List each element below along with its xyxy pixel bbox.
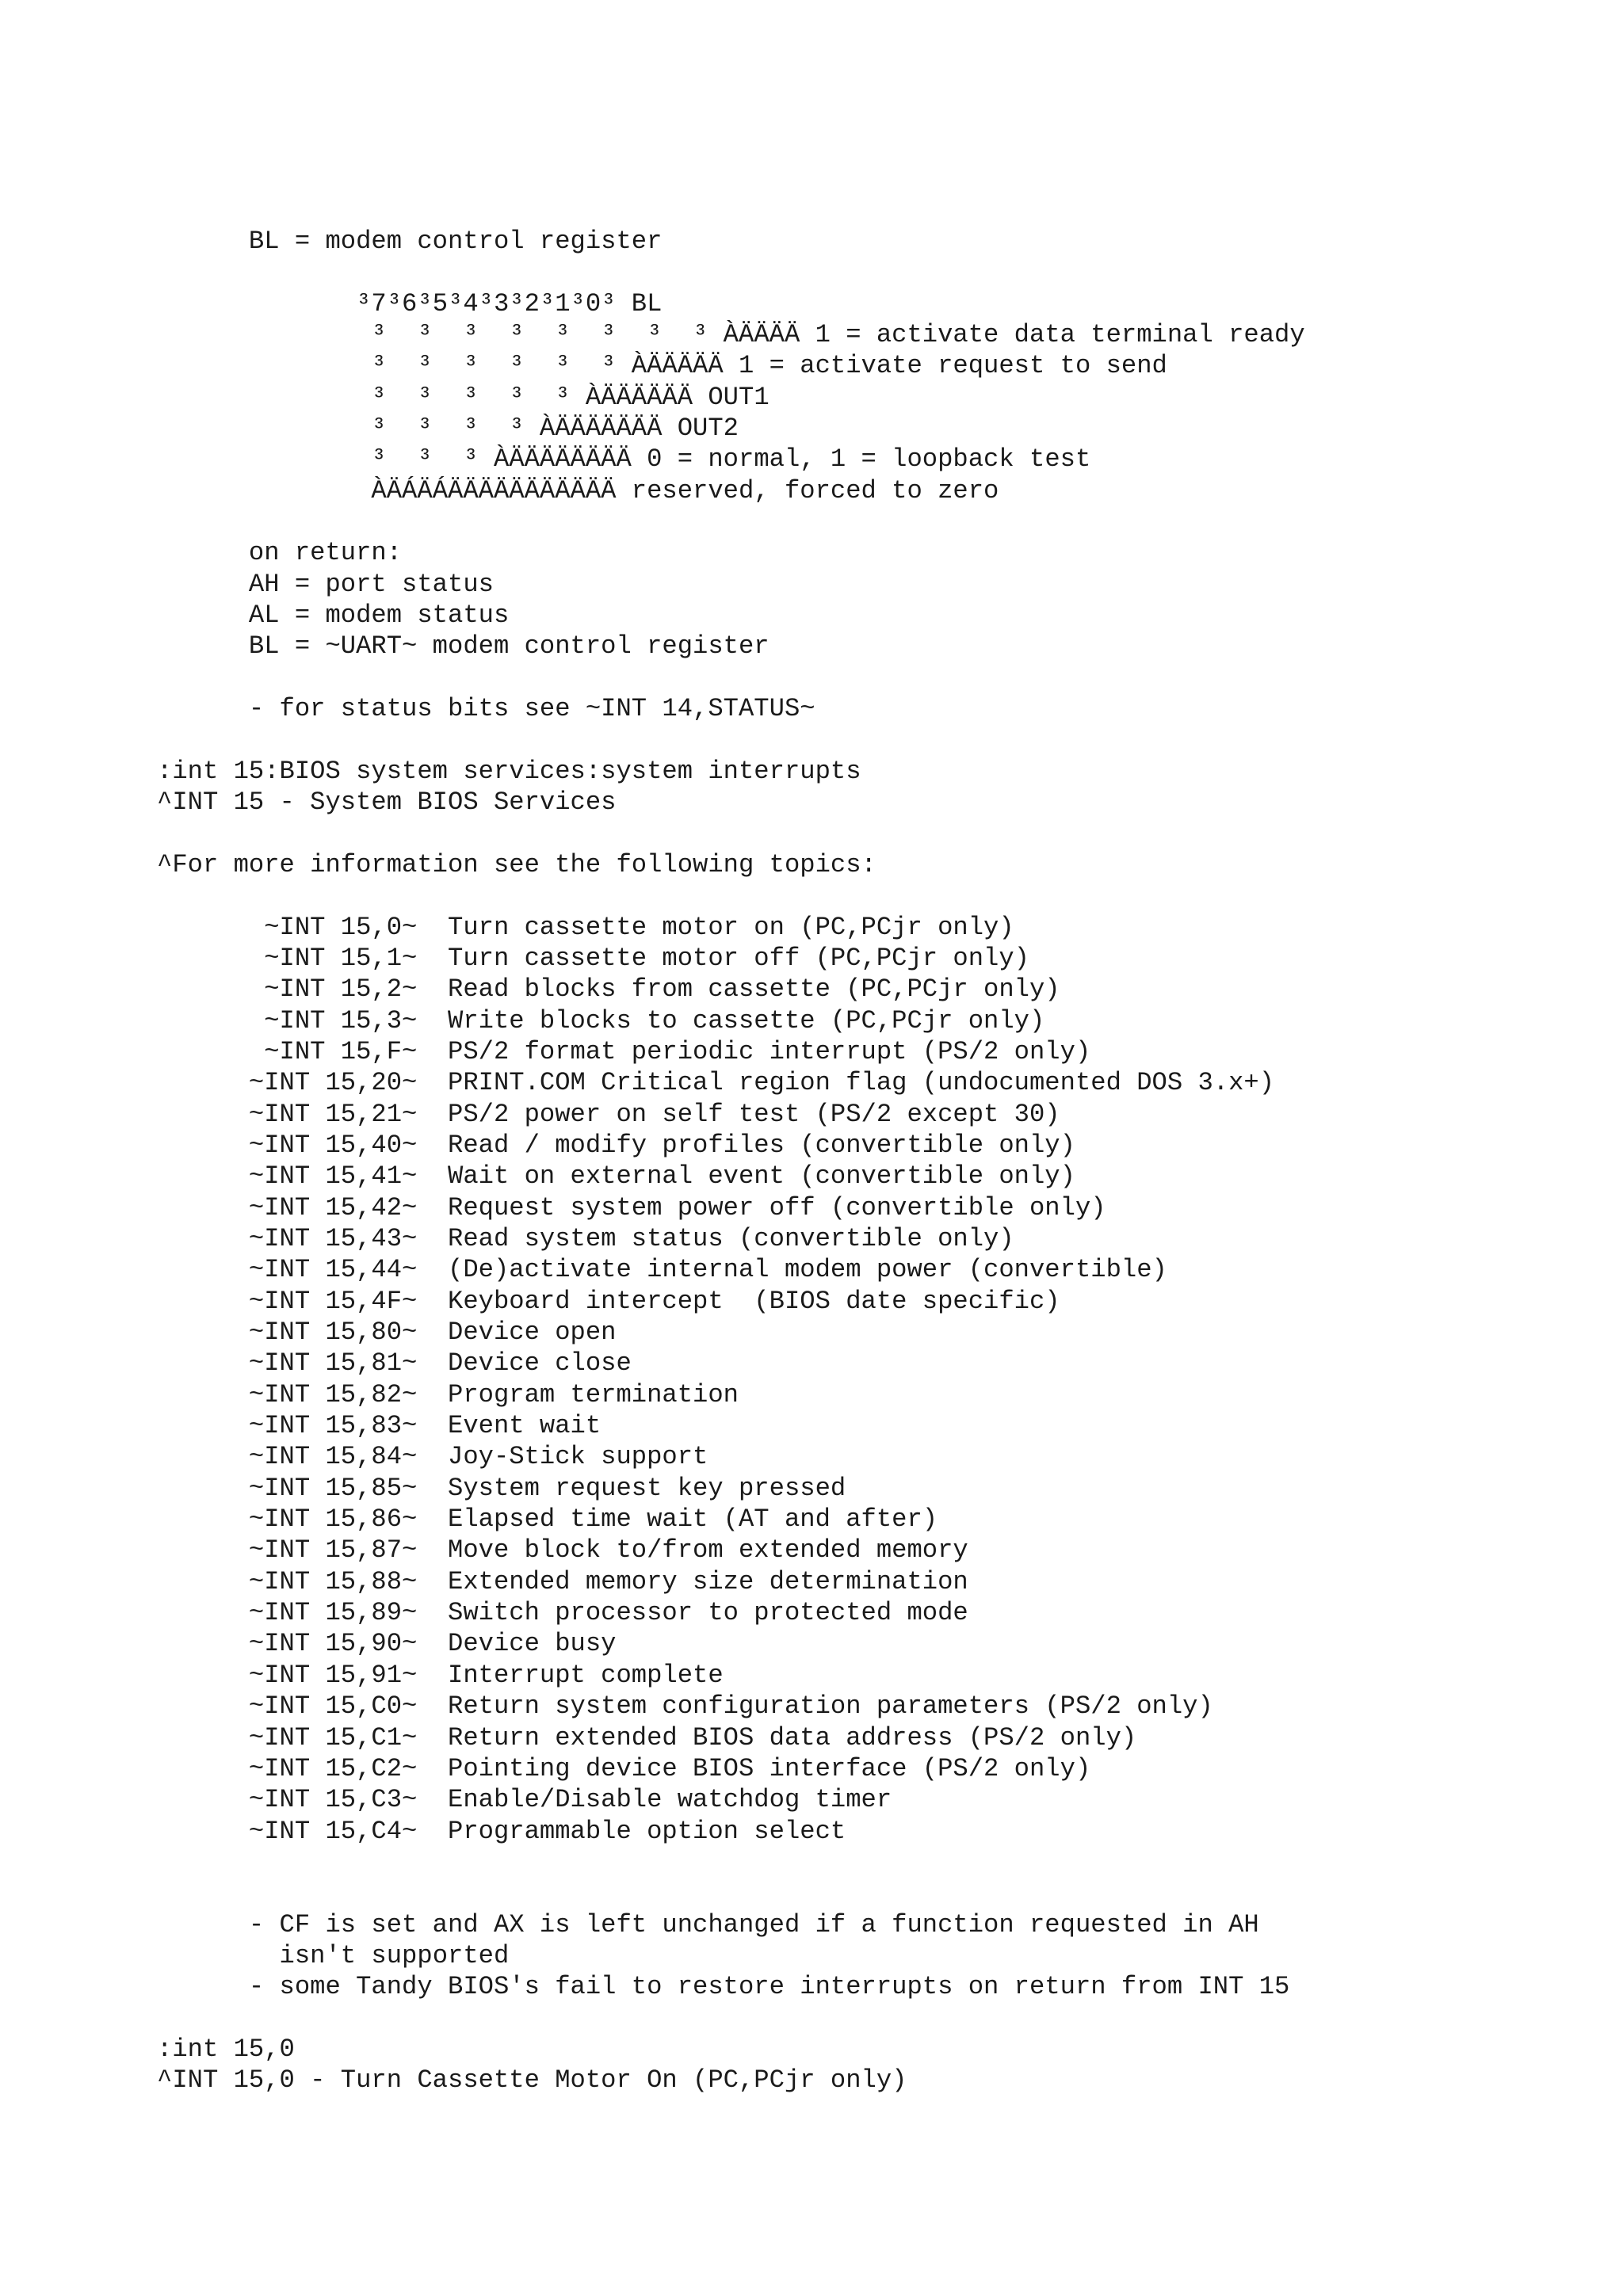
text-line: ~INT 15,86~ Elapsed time wait (AT and after) [157, 1505, 938, 1535]
text-line: ~INT 15,85~ System request key pressed [157, 1473, 846, 1503]
text-line: ~INT 15,88~ Extended memory size determination [157, 1566, 968, 1596]
text-line: ~INT 15,C2~ Pointing device BIOS interface (PS/2 only) [157, 1753, 1091, 1783]
document-text [157, 226, 1305, 2096]
text-line [157, 2003, 1305, 2034]
text-line: ~INT 15,21~ PS/2 power on self test (PS/2 except 30) [157, 1099, 1060, 1129]
text-line: ~INT 15,0~ Turn cassette motor on (PC,PCjr only) [157, 912, 1014, 942]
text-line: ~INT 15,44~ (De)activate internal modem power (convertible) [157, 1255, 1167, 1285]
text-line: ³ ³ ³ ÀÄÄÄÄÄÄÄÄ 0 = normal, 1 = loopback test [157, 444, 1091, 475]
text-line: ~INT 15,89~ Switch processor to protected mode [157, 1598, 968, 1628]
text-line: ~INT 15,42~ Request system power off (convertible only) [157, 1192, 1106, 1222]
text-line: ~INT 15,82~ Program termination [157, 1379, 739, 1409]
text-line: ~INT 15,91~ Interrupt complete [157, 1660, 724, 1690]
text-line: ~INT 15,C4~ Programmable option select [157, 1816, 846, 1846]
text-line: ~INT 15,C1~ Return extended BIOS data address (PS/2 only) [157, 1722, 1137, 1753]
text-line: :int 15,0 [157, 2034, 295, 2064]
text-line: ^INT 15 - System BIOS Services [157, 788, 617, 818]
text-line: ~INT 15,40~ Read / modify profiles (convertible only) [157, 1130, 1075, 1160]
text-line [157, 880, 1305, 911]
text-line: AL = modem status [157, 601, 510, 631]
text-line: ^For more information see the following topics: [157, 849, 876, 879]
text-line: ³ ³ ³ ³ ³ ³ ³ ³ ÀÄÄÄÄ 1 = activate data terminal ready [157, 320, 1305, 350]
text-line: on return: [157, 538, 403, 568]
text-line: ~INT 15,3~ Write blocks to cassette (PC,PCjr only) [157, 1005, 1045, 1035]
text-line: ~INT 15,87~ Move block to/from extended memory [157, 1535, 968, 1566]
text-line: ~INT 15,84~ Joy-Stick support [157, 1442, 708, 1472]
text-line: BL = modem control register [157, 227, 663, 256]
text-line: ~INT 15,1~ Turn cassette motor off (PC,PCjr only) [157, 943, 1029, 973]
text-line: ~INT 15,90~ Device busy [157, 1629, 617, 1659]
text-line: ~INT 15,83~ Event wait [157, 1411, 601, 1441]
text-line [157, 1847, 1305, 1878]
text-line: ~INT 15,20~ PRINT.COM Critical region flag (undocumented DOS 3.x+) [157, 1068, 1275, 1098]
text-line: ~INT 15,F~ PS/2 format periodic interrupt (PS/2 only) [157, 1036, 1091, 1066]
text-line: ~INT 15,2~ Read blocks from cassette (PC,PCjr only) [157, 974, 1060, 1005]
text-line: ~INT 15,C0~ Return system configuration parameters (PS/2 only) [157, 1691, 1213, 1722]
text-line [157, 257, 1305, 288]
text-line: ³ ³ ³ ³ ³ ÀÄÄÄÄÄÄ OUT1 [157, 382, 769, 412]
text-line [157, 725, 1305, 756]
text-line: BL = ~UART~ modem control register [157, 631, 769, 662]
text-line: ~INT 15,C3~ Enable/Disable watchdog timer [157, 1785, 892, 1815]
text-line: ~INT 15,43~ Read system status (convertible only) [157, 1224, 1014, 1253]
text-line: - for status bits see ~INT 14,STATUS~ [157, 694, 815, 724]
text-line [157, 818, 1305, 849]
text-line: ~INT 15,80~ Device open [157, 1318, 617, 1348]
text-line: ~INT 15,81~ Device close [157, 1348, 632, 1379]
text-line: - some Tandy BIOS's fail to restore interrupts on return from INT 15 [157, 1972, 1290, 2002]
text-line: AH = port status [157, 569, 494, 599]
text-line: isn't supported [157, 1940, 510, 1970]
text-line: ~INT 15,4F~ Keyboard intercept (BIOS date specific) [157, 1286, 1060, 1316]
text-line: ³7³6³5³4³3³2³1³0³ BL [157, 288, 663, 318]
text-line: - CF is set and AX is left unchanged if a function requested in AH [157, 1909, 1259, 1939]
text-line: ÀÄÁÄÁÄÄÄÄÄÄÄÄÄÄÄ reserved, forced to zero [157, 475, 999, 505]
text-line: ^INT 15,0 - Turn Cassette Motor On (PC,PCjr only) [157, 2065, 907, 2096]
text-line [157, 506, 1305, 537]
text-line [157, 662, 1305, 693]
text-line: ³ ³ ³ ³ ³ ³ ÀÄÄÄÄÄ 1 = activate request to send [157, 351, 1167, 381]
text-line: ³ ³ ³ ³ ÀÄÄÄÄÄÄÄ OUT2 [157, 414, 739, 444]
text-line: :int 15:BIOS system services:system interrupts [157, 756, 861, 786]
text-line [157, 1878, 1305, 1909]
text-line: ~INT 15,41~ Wait on external event (convertible only) [157, 1161, 1075, 1192]
